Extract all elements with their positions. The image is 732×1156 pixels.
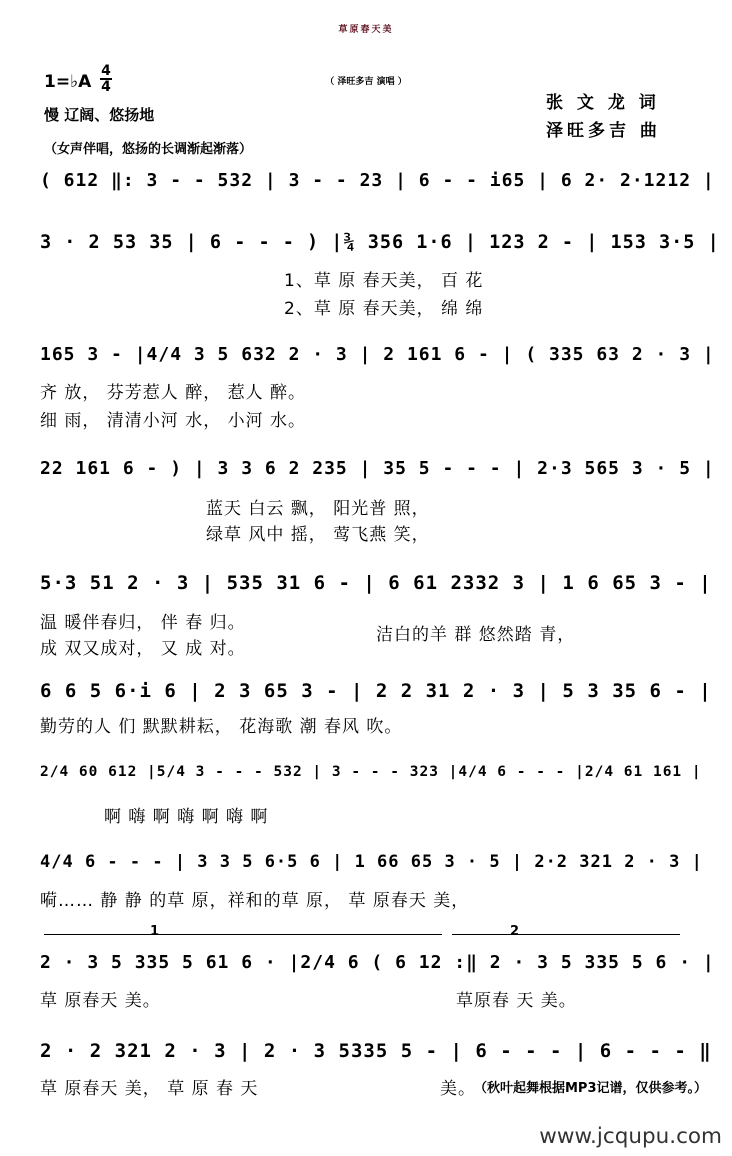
lyric-3b: 绿草 风中 摇， 莺飞燕 笑， — [206, 525, 430, 545]
lyric-2b: 细 雨， 清清小河 水， 小河 水。 — [40, 411, 307, 431]
composer-credit: 泽旺多吉 曲 — [546, 121, 661, 141]
volta-1-label: 1 — [150, 924, 160, 939]
lyric-8b: 草原春 天 美。 — [456, 991, 577, 1011]
lyric-4c: 洁白的羊 群 悠然踏 青， — [376, 625, 576, 645]
lyric-3a: 蓝天 白云 飘， 阳光普 照， — [206, 499, 430, 519]
staff-line-1: ( 612 ‖: 3 - - 532 | 3 - - 23 | 6 - - i65 | 6 2· 2·1212 | — [40, 170, 715, 191]
lyric-9b: 美。 — [440, 1079, 476, 1099]
time-signature — [100, 64, 112, 94]
staff-line-9: 2 · 3 5 335 5 61 6 · |2/4 6 ( 6 12 :‖ 2 · 3 5 335 5 6 · | — [40, 952, 715, 973]
staff-line-8: 4/4 6 - - - | 3 3 5 6·5 6 | 1 66 65 3 · 5 | 2·2 321 2 · 3 | — [40, 852, 703, 872]
intro-note: （女声伴唱，悠扬的长调渐起渐落） — [44, 142, 253, 157]
staff-line-3: 165 3 - |4/4 3 5 632 2 · 3 | 2 161 6 - | ( 335 63 2 · 3 | — [40, 344, 715, 365]
time-bottom: 4 — [101, 79, 111, 95]
lyric-4a: 温 暖伴春归， 伴 春 归。 — [40, 613, 246, 633]
staff-line-10: 2 · 2 321 2 · 3 | 2 · 3 5335 5 - | 6 - - - | 6 - - - ‖ — [40, 1040, 712, 1062]
volta-1-bracket — [44, 934, 442, 935]
staff-line-5: 5·3 51 2 · 3 | 535 31 6 - | 6 61 2332 3 | 1 6 65 3 - | — [40, 572, 712, 594]
performer-subtitle: （ 泽旺多吉 演唱 ） — [325, 77, 407, 87]
transcription-note: （秋叶起舞根据MP3记谱，仅供参考。） — [474, 1081, 708, 1096]
tempo-marking: 慢 辽阔、悠扬地 — [44, 106, 155, 124]
staff-line-2: 3 · 2 53 35 | 6 - - - ) |¾ 356 1·6 | 123 2 - | 153 3·5 | — [40, 232, 720, 253]
time-top: 4 — [101, 63, 111, 79]
lyric-1a: 1、草 原 春天美， 百 花 — [284, 271, 484, 291]
volta-2-label: 2 — [510, 924, 520, 939]
volta-2-bracket — [452, 934, 680, 935]
song-title: 草原春天美 — [338, 25, 394, 35]
staff-line-7: 2/4 60 612 |5/4 3 - - - 532 | 3 - - - 323 |4/4 6 - - - |2/4 61 161 | — [40, 764, 702, 780]
lyric-2a: 齐 放， 芬芳惹人 醉， 惹人 醉。 — [40, 383, 307, 403]
lyric-1b: 2、草 原 春天美， 绵 绵 — [284, 299, 484, 319]
lyric-8a: 草 原春天 美。 — [40, 991, 161, 1011]
lyric-5: 勤劳的人 们 默默耕耘， 花海歌 潮 春风 吹。 — [40, 717, 403, 737]
staff-line-4: 22 161 6 - ) | 3 3 6 2 235 | 35 5 - - - | 2·3 565 3 · 5 | — [40, 458, 715, 479]
lyric-7: 嗬…… 静 静 的草 原，祥和的草 原， 草 原春天 美， — [40, 891, 470, 911]
lyric-4b: 成 双又成对， 又 成 对。 — [40, 639, 246, 659]
lyric-6: 啊 嗨 啊 嗨 啊 嗨 啊 — [104, 807, 269, 827]
site-watermark: www.jcqupu.com — [539, 1124, 722, 1149]
staff-line-6: 6 6 5 6·i 6 | 2 3 65 3 - | 2 2 31 2 · 3 | 5 3 35 6 - | — [40, 680, 712, 702]
lyric-9a: 草 原春天 美， 草 原 春 天 — [40, 1079, 259, 1099]
lyricist-credit: 张 文 龙 词 — [546, 93, 660, 113]
key-signature: 1=♭A — [44, 72, 92, 92]
